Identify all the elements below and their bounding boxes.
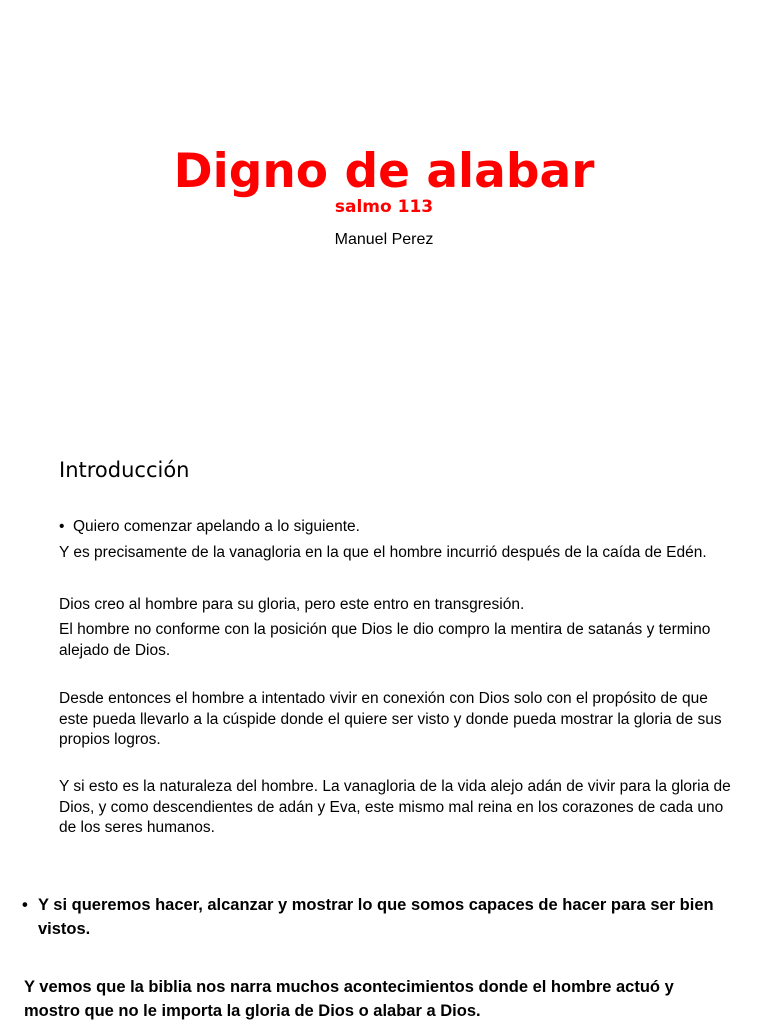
intro-bullet [59, 517, 739, 538]
intro-paragraph: Y si esto es la naturaleza del hombre. La vanagloria de la vida alejo adán de vivir para la gloria de Dios, y como descendientes de adán y Eva, este mismo mal reina en los corazones de cada uno de los seres humanos. [59, 778, 731, 836]
intro-paragraph: El hombre no conforme con la posición que Dios le dio compro la mentira de satanás y termino alejado de Dios. [59, 621, 711, 659]
slide-title: Digno de alabar [173, 144, 595, 199]
intro-paragraph: Y es precisamente de la vanagloria en la que el hombre incurrió después de la caída de Edén. [59, 544, 707, 561]
intro-paragraph: Desde entonces el hombre a intentado vivir en conexión con Dios solo con el propósito de que este pueda llevarlo a la cúspide donde el quiere ser visto y donde pueda mostrar la gloria de sus propios logros. [59, 690, 722, 748]
intro-slide [0, 430, 768, 860]
intro-bullet-text: Quiero comenzar apelando a lo siguiente. [73, 518, 360, 535]
intro-paragraph: Dios creo al hombre para su gloria, pero este entro en transgresión. [59, 596, 525, 613]
bold-slide [0, 860, 768, 1024]
bullet-icon: • [59, 518, 65, 535]
bold-bullet-text: Y si queremos hacer, alcanzar y mostrar lo que somos capaces de hacer para ser bien vistos. [38, 896, 714, 938]
slide-subtitle: salmo 113 [334, 197, 434, 217]
title-slide [0, 0, 768, 430]
intro-heading: Introducción [59, 458, 190, 482]
bold-bullet [22, 893, 722, 941]
bold-paragraph: Y vemos que la biblia nos narra muchos acontecimientos donde el hombre actuó y mostro que no le importa la gloria de Dios o alabar a Dios. [24, 978, 674, 1020]
bullet-icon: • [22, 896, 28, 914]
slide-author: Manuel Perez [334, 231, 434, 248]
